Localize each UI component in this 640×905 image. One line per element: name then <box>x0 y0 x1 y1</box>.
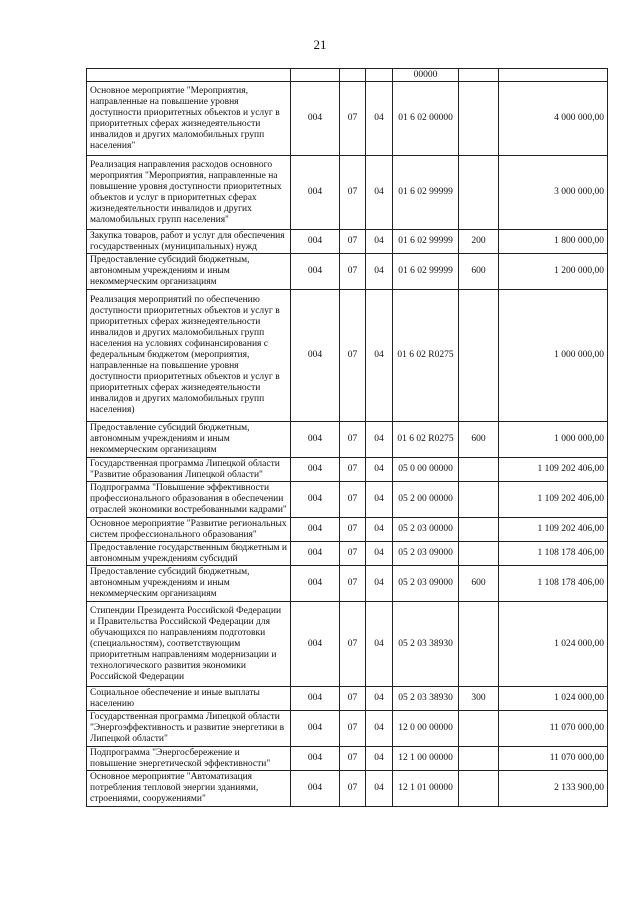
row-sum-cell: 1 800 000,00 <box>499 230 608 254</box>
table-row <box>87 602 608 687</box>
row-sum-cell: 3 000 000,00 <box>499 156 608 230</box>
row-name-cell: Стипендии Президента Российской Федерации и Правительства Российской Федерации для обучающихся по направлениям подготовки (специальностям), соответствующим приоритетным направлениям модернизации и технологического развития экономики Российской Федерации <box>87 602 291 687</box>
row-name-cell: Предоставление субсидий бюджетным, автономным учреждениям и иным некоммерческим организациям <box>87 422 291 458</box>
row-target-article-cell: 01 6 02 R0275 <box>393 422 459 458</box>
table-row <box>87 711 608 747</box>
table-row <box>87 687 608 711</box>
row-name-cell: Государственная программа Липецкой области "Энергоэффективность и развитие энергетики в Липецкой области" <box>87 711 291 747</box>
row-target-article-cell: 01 6 02 00000 <box>393 82 459 156</box>
row-admin-code-cell: 004 <box>291 422 340 458</box>
row-target-article-cell: 05 0 00 00000 <box>393 458 459 482</box>
row-subsection-cell: 04 <box>366 518 393 542</box>
row-subsection-cell: 04 <box>366 156 393 230</box>
row-admin-code-cell: 004 <box>291 482 340 518</box>
row-section-cell: 07 <box>340 230 366 254</box>
row-target-article-cell: 12 1 00 00000 <box>393 747 459 771</box>
row-target-article-cell: 12 1 01 00000 <box>393 771 459 807</box>
table-row <box>87 542 608 566</box>
row-expense-type-cell <box>459 69 499 82</box>
row-admin-code-cell: 004 <box>291 687 340 711</box>
row-target-article-cell: 01 6 02 99999 <box>393 254 459 290</box>
row-subsection-cell: 04 <box>366 230 393 254</box>
table-row <box>87 518 608 542</box>
row-name-cell: Реализация направления расходов основного мероприятия "Мероприятия, направленные на повышение уровня доступности приоритетных объектов и услуг в приоритетных сферах жизнедеятельности инвалидов и других маломобильных групп населения" <box>87 156 291 230</box>
row-subsection-cell: 04 <box>366 82 393 156</box>
row-sum-cell: 4 000 000,00 <box>499 82 608 156</box>
row-sum-cell: 11 070 000,00 <box>499 747 608 771</box>
row-admin-code-cell: 004 <box>291 542 340 566</box>
row-expense-type-cell <box>459 458 499 482</box>
row-sum-cell: 11 070 000,00 <box>499 711 608 747</box>
row-subsection-cell: 04 <box>366 482 393 518</box>
row-admin-code-cell: 004 <box>291 230 340 254</box>
row-subsection-cell: 04 <box>366 542 393 566</box>
row-name-cell: Подпрограмма "Повышение эффективности профессионального образования в обеспечении отраслей экономики востребованными кадрами" <box>87 482 291 518</box>
table-row <box>87 747 608 771</box>
row-admin-code-cell: 004 <box>291 156 340 230</box>
row-expense-type-cell <box>459 290 499 422</box>
row-subsection-cell: 04 <box>366 422 393 458</box>
row-expense-type-cell <box>459 518 499 542</box>
row-expense-type-cell <box>459 711 499 747</box>
row-sum-cell: 1 109 202 406,00 <box>499 458 608 482</box>
row-sum-cell: 1 200 000,00 <box>499 254 608 290</box>
table-row <box>87 82 608 156</box>
row-target-article-cell: 05 2 03 38930 <box>393 687 459 711</box>
table-row <box>87 290 608 422</box>
row-subsection-cell: 04 <box>366 687 393 711</box>
row-sum-cell: 2 133 900,00 <box>499 771 608 807</box>
row-target-article-cell: 12 0 00 00000 <box>393 711 459 747</box>
row-expense-type-cell: 600 <box>459 254 499 290</box>
table-row <box>87 422 608 458</box>
budget-table-body <box>87 69 608 807</box>
row-admin-code-cell: 004 <box>291 747 340 771</box>
row-target-article-cell: 05 2 03 00000 <box>393 518 459 542</box>
row-name-cell: Закупка товаров, работ и услуг для обеспечения государственных (муниципальных) нужд <box>87 230 291 254</box>
table-row <box>87 254 608 290</box>
row-admin-code-cell: 004 <box>291 771 340 807</box>
row-admin-code-cell: 004 <box>291 711 340 747</box>
row-target-article-cell: 05 2 03 09000 <box>393 542 459 566</box>
page-number: 21 <box>313 37 327 52</box>
row-subsection-cell: 04 <box>366 602 393 687</box>
row-expense-type-cell <box>459 156 499 230</box>
row-name-cell: Основное мероприятие "Развитие региональных систем профессионального образования" <box>87 518 291 542</box>
row-subsection-cell: 04 <box>366 458 393 482</box>
row-sum-cell: 1 109 202 406,00 <box>499 518 608 542</box>
row-sum-cell: 1 024 000,00 <box>499 687 608 711</box>
row-expense-type-cell: 200 <box>459 230 499 254</box>
row-subsection-cell <box>366 69 393 82</box>
row-section-cell: 07 <box>340 254 366 290</box>
row-section-cell: 07 <box>340 747 366 771</box>
row-expense-type-cell <box>459 542 499 566</box>
row-name-cell <box>87 69 291 82</box>
row-name-cell: Основное мероприятие "Мероприятия, направленные на повышение уровня доступности приоритетных объектов и услуг в приоритетных сферах жизнедеятельности инвалидов и других маломобильных групп населения" <box>87 82 291 156</box>
row-section-cell: 07 <box>340 482 366 518</box>
row-expense-type-cell: 600 <box>459 566 499 602</box>
row-subsection-cell: 04 <box>366 566 393 602</box>
row-admin-code-cell: 004 <box>291 290 340 422</box>
table-row <box>87 230 608 254</box>
row-admin-code-cell: 004 <box>291 458 340 482</box>
row-admin-code-cell <box>291 69 340 82</box>
row-name-cell: Социальное обеспечение и иные выплаты населению <box>87 687 291 711</box>
row-subsection-cell: 04 <box>366 771 393 807</box>
row-target-article-cell: 01 6 02 R0275 <box>393 290 459 422</box>
row-expense-type-cell: 600 <box>459 422 499 458</box>
row-name-cell: Предоставление государственным бюджетным и автономным учреждениям субсидий <box>87 542 291 566</box>
row-expense-type-cell <box>459 602 499 687</box>
row-section-cell: 07 <box>340 566 366 602</box>
table-row <box>87 156 608 230</box>
row-section-cell: 07 <box>340 422 366 458</box>
row-subsection-cell: 04 <box>366 290 393 422</box>
row-expense-type-cell <box>459 82 499 156</box>
row-section-cell: 07 <box>340 602 366 687</box>
row-section-cell: 07 <box>340 290 366 422</box>
row-expense-type-cell: 300 <box>459 687 499 711</box>
table-row <box>87 482 608 518</box>
row-target-article-cell: 05 2 03 09000 <box>393 566 459 602</box>
row-admin-code-cell: 004 <box>291 518 340 542</box>
budget-table <box>86 68 608 807</box>
row-name-cell: Предоставление субсидий бюджетным, автономным учреждениям и иным некоммерческим организациям <box>87 254 291 290</box>
table-row <box>87 69 608 82</box>
row-expense-type-cell <box>459 771 499 807</box>
row-section-cell: 07 <box>340 156 366 230</box>
row-section-cell: 07 <box>340 542 366 566</box>
row-target-article-cell: 01 6 02 99999 <box>393 156 459 230</box>
row-section-cell: 07 <box>340 82 366 156</box>
row-subsection-cell: 04 <box>366 254 393 290</box>
row-sum-cell: 1 108 178 406,00 <box>499 566 608 602</box>
row-subsection-cell: 04 <box>366 711 393 747</box>
row-sum-cell: 1 000 000,00 <box>499 422 608 458</box>
row-sum-cell <box>499 69 608 82</box>
table-row <box>87 566 608 602</box>
row-name-cell: Предоставление субсидий бюджетным, автономным учреждениям и иным некоммерческим организациям <box>87 566 291 602</box>
row-expense-type-cell <box>459 482 499 518</box>
row-name-cell: Основное мероприятие "Автоматизация потребления тепловой энергии зданиями, строениями, сооружениями" <box>87 771 291 807</box>
table-row <box>87 771 608 807</box>
row-admin-code-cell: 004 <box>291 82 340 156</box>
row-name-cell: Подпрограмма "Энергосбережение и повышение энергетической эффективности" <box>87 747 291 771</box>
row-expense-type-cell <box>459 747 499 771</box>
table-row <box>87 458 608 482</box>
row-admin-code-cell: 004 <box>291 602 340 687</box>
row-target-article-cell: 00000 <box>393 69 459 82</box>
row-section-cell: 07 <box>340 771 366 807</box>
row-target-article-cell: 05 2 00 00000 <box>393 482 459 518</box>
row-section-cell: 07 <box>340 458 366 482</box>
row-subsection-cell: 04 <box>366 747 393 771</box>
row-sum-cell: 1 108 178 406,00 <box>499 542 608 566</box>
row-sum-cell: 1 109 202 406,00 <box>499 482 608 518</box>
row-admin-code-cell: 004 <box>291 254 340 290</box>
row-section-cell: 07 <box>340 687 366 711</box>
row-section-cell: 07 <box>340 518 366 542</box>
row-sum-cell: 1 024 000,00 <box>499 602 608 687</box>
row-name-cell: Государственная программа Липецкой области "Развитие образования Липецкой области" <box>87 458 291 482</box>
row-target-article-cell: 05 2 03 38930 <box>393 602 459 687</box>
row-section-cell: 07 <box>340 711 366 747</box>
row-name-cell: Реализация мероприятий по обеспечению доступности приоритетных объектов и услуг в приоритетных сферах жизнедеятельности инвалидов и других маломобильных групп населения на условиях софинансирования с федеральным бюджетом (мероприятия, направленные на повышение уровня доступности приоритетных объектов и услуг в приоритетных сферах жизнедеятельности инвалидов и других маломобильных групп населения) <box>87 290 291 422</box>
row-sum-cell: 1 000 000,00 <box>499 290 608 422</box>
row-admin-code-cell: 004 <box>291 566 340 602</box>
row-section-cell <box>340 69 366 82</box>
row-target-article-cell: 01 6 02 99999 <box>393 230 459 254</box>
